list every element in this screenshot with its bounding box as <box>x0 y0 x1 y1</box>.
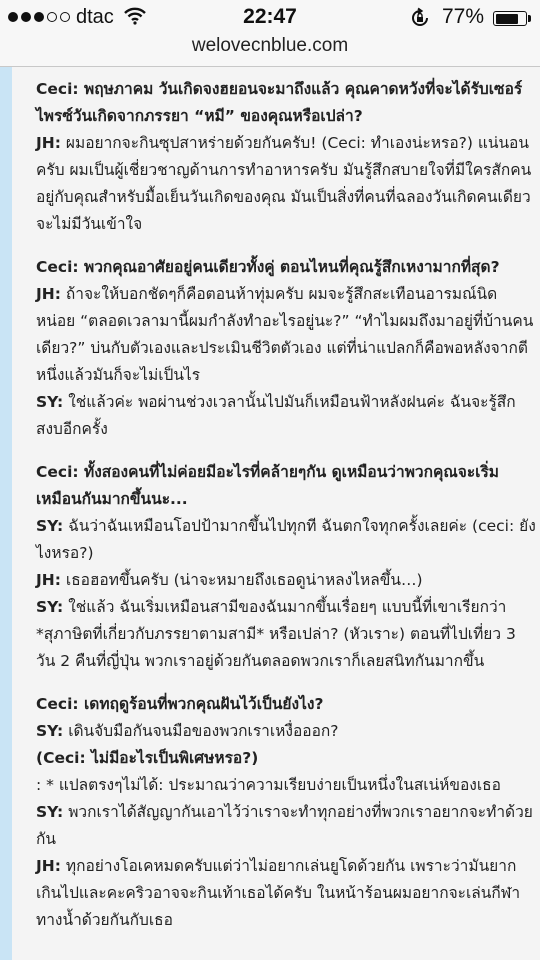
speaker-label: JH: <box>36 571 61 589</box>
answer-paragraph <box>36 389 536 443</box>
answer-text: ฉันว่าฉันเหมือนโอปป้ามากขึ้นไปทุกที ฉันตกใจทุกครั้งเลยค่ะ (ceci: ยังไงหรอ?) <box>36 517 536 562</box>
address-bar[interactable] <box>0 34 540 67</box>
answer-paragraph <box>36 513 536 567</box>
clock: 22:47 <box>243 5 297 28</box>
qa-section <box>36 254 536 443</box>
quote-side-bar <box>0 67 12 960</box>
question-text: Ceci: พวกคุณอาศัยอยู่คนเดียวทั้งคู่ ตอนไหนที่คุณรู้สึกเหงามากที่สุด? <box>36 258 500 276</box>
speaker-label: SY: <box>36 598 64 616</box>
answer-text: : * แปลตรงๆไม่ได้: ประมาณว่าความเรียบง่ายเป็นหนึ่งในสเน่ห์ของเธอ <box>36 776 501 794</box>
section-spacer <box>36 443 536 459</box>
speaker-label: SY: <box>36 803 64 821</box>
answer-text: ใช่แล้วค่ะ พอผ่านช่วงเวลานั้นไปมันก็เหมือนฟ้าหลังฝนค่ะ ฉันจะรู้สึกสงบอีกครั้ง <box>36 393 516 438</box>
answer-text: ทุกอย่างโอเคหมดครับแต่ว่าไม่อยากเล่นยูโดด้วยกัน เพราะว่ามันยากเกินไปและคะคริวอาจจะกินเท้าเธอได้ครับ ในหน้าร้อนผมอยากจะเล่นกีฬาทางน้ำด้วยกันกับเธอ <box>36 857 521 929</box>
qa-section <box>36 691 536 934</box>
status-bar <box>0 0 540 34</box>
question-text: Ceci: ทั้งสองคนที่ไม่ค่อยมีอะไรที่คล้ายๆกัน ดูเหมือนว่าพวกคุณจะเริ่มเหมือนกันมากขึ้นนะ... <box>36 463 500 508</box>
answer-paragraph <box>36 281 536 389</box>
interview-article <box>36 76 536 934</box>
question-text: Ceci: พฤษภาคม วันเกิดจงฮยอนจะมาถึงแล้ว คุณคาดหวังที่จะได้รับเซอร์ไพรซ์วันเกิดจากภรรยา “หมี” ของคุณหรือเปล่า? <box>36 80 523 125</box>
url-text: welovecnblue.com <box>191 35 349 56</box>
rotation-lock-icon <box>409 7 431 35</box>
question-text: Ceci: เดทฤดูร้อนที่พวกคุณฝันไว้เป็นยังไง? <box>36 695 324 713</box>
section-spacer <box>36 675 536 691</box>
page-content[interactable] <box>0 67 540 960</box>
answer-paragraph <box>36 772 536 799</box>
answer-text: พวกเราได้สัญญากันเอาไว้ว่าเราจะทำทุกอย่างที่พวกเราอยากจะทำด้วยกัน <box>36 803 533 848</box>
battery-icon <box>493 11 527 26</box>
answer-paragraph <box>36 718 536 745</box>
battery-percentage: 77% <box>442 5 485 28</box>
answer-text: เดินจับมือกันจนมือของพวกเราเหงื่อออก? <box>68 722 339 740</box>
answer-text: เธอฮอทขึ้นครับ (น่าจะหมายถึงเธอดูน่าหลงไหลขึ้น…) <box>65 571 423 589</box>
answer-paragraph <box>36 799 536 853</box>
answer-paragraph <box>36 567 536 594</box>
answer-text: (Ceci: ไม่มีอะไรเป็นพิเศษหรอ?) <box>36 749 259 767</box>
answer-paragraph <box>36 853 536 934</box>
answer-text: ใช่แล้ว ฉันเริ่มเหมือนสามีของฉันมากขึ้นเรื่อยๆ แบบนี้ที่เขาเรียกว่า *สุภาษิตที่เกี่ยวกับภรรยาตามสามี* หรือเปล่า? (หัวเราะ) ตอนที่ไปเที่ยว 3 วัน 2 คืนที่ญี่ปุ่น พวกเราอยู่ด้วยกันตลอดพวกเราก็เลยสนิทกันมากขึ้น <box>36 598 516 670</box>
section-spacer <box>36 238 536 254</box>
speaker-label: SY: <box>36 517 64 535</box>
answer-text: ผมอยากจะกินซุปสาหร่ายด้วยกันครับ! (Ceci: ทำเองน่ะหรอ?) แน่นอนครับ ผมเป็นผู้เชี่ยวชาญด้านการทำอาหารครับ มันรู้สึกสบายใจที่มีใครสักคนอยู่กับคุณสำหรับมื้อเย็นวันเกิดของคุณ มันเป็นสิ่งที่คนที่ฉลองวันเกิดคนเดียวจะไม่มีวันเข้าใจ <box>36 134 532 233</box>
answer-paragraph <box>36 594 536 675</box>
answer-text: ถ้าจะให้บอกชัดๆก็คือตอนห้าทุ่มครับ ผมจะรู้สึกสะเทือนอารมณ์นิดหน่อย “ตลอดเวลามานี้ผมกำลังทำอะไรอยู่นะ?” “ทำไมผมถึงมาอยู่ที่บ้านคนเดียว?” บ่นกับตัวเองและประเมินชีวิตตัวเอง แต่ที่น่าแปลกก็คือพอหลังจากตีหนึ่งแล้วมันก็จะไม่เป็นไร <box>36 285 534 384</box>
speaker-label: SY: <box>36 393 64 411</box>
answer-paragraph <box>36 745 536 772</box>
speaker-label: JH: <box>36 134 61 152</box>
qa-section <box>36 76 536 238</box>
qa-section <box>36 459 536 675</box>
speaker-label: JH: <box>36 857 61 875</box>
carrier-name: dtac <box>76 6 114 28</box>
speaker-label: SY: <box>36 722 64 740</box>
battery-tip <box>528 15 531 22</box>
answer-paragraph <box>36 130 536 238</box>
speaker-label: JH: <box>36 285 61 303</box>
